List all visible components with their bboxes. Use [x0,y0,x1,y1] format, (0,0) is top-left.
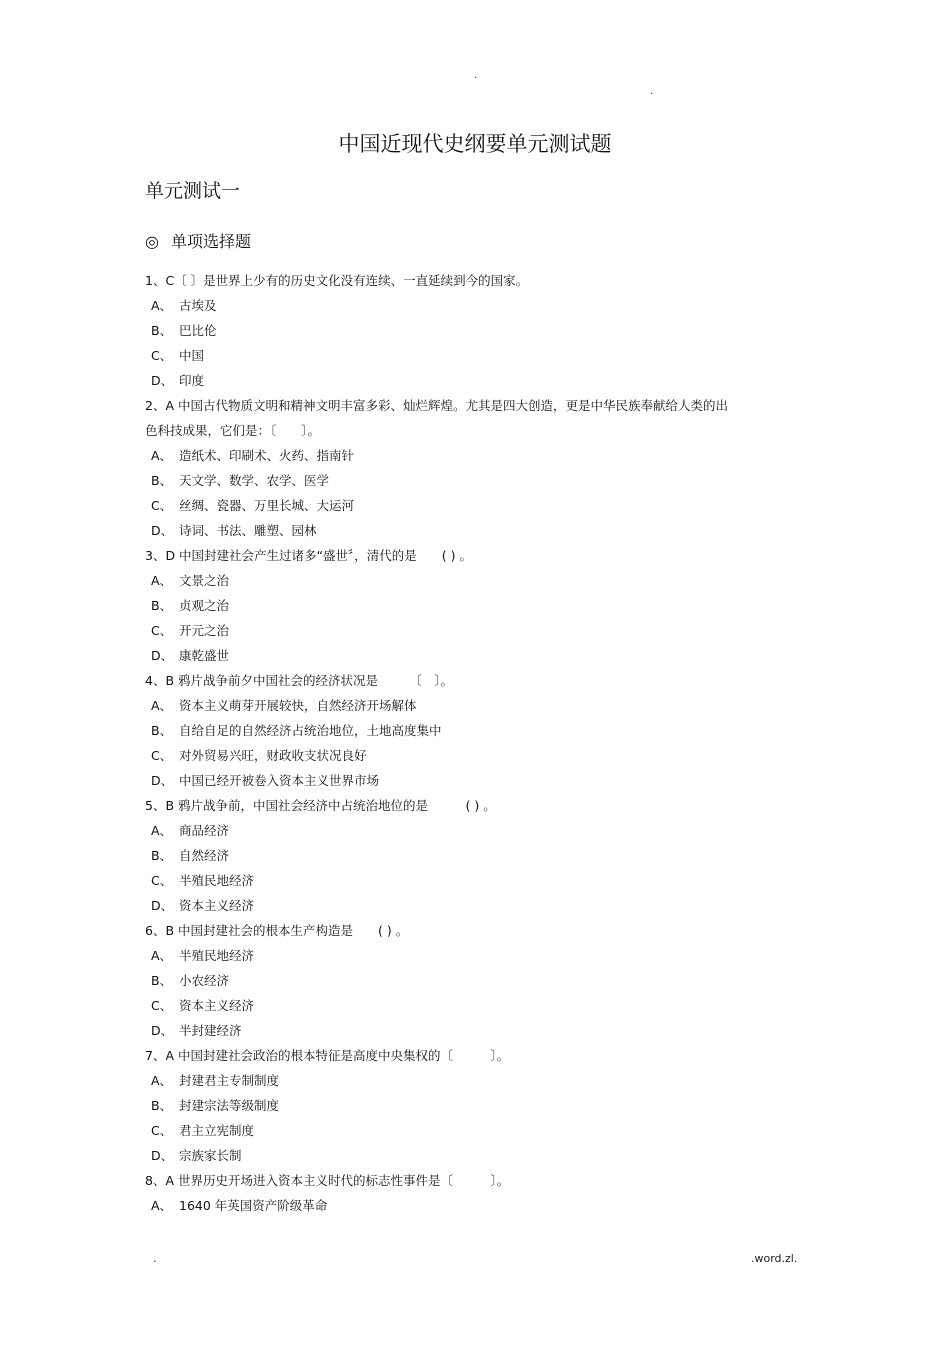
option-item [145,843,805,868]
option-item [145,1193,805,1218]
option-text: 半殖民地经济 [179,873,255,888]
option-text: 古埃及 [179,298,217,313]
option-letter: B、 [151,848,173,863]
option-letter: C、 [151,748,173,763]
option-text: 自然经济 [179,848,230,863]
option-text: 文景之治 [179,573,230,588]
option-letter: C、 [151,873,173,888]
question-6: 6、B 中国封建社会的根本生产构造是 ( ) 。 [145,923,409,938]
option-text: 资本主义经济 [179,998,255,1013]
option-letter: D、 [151,373,174,388]
footer-left: . [153,1252,157,1265]
option-item [145,1093,805,1118]
option-text: 商品经济 [179,823,230,838]
option-text: 1640 年英国资产阶级革命 [179,1198,328,1213]
option-item [145,768,805,793]
footer-right: .word.zl. [751,1252,798,1265]
option-letter: B、 [151,1098,173,1113]
option-item [145,618,805,643]
option-text: 开元之治 [179,623,230,638]
option-text: 巴比伦 [179,323,217,338]
option-text: 中国已经开被卷入资本主义世界市场 [179,773,380,788]
section-heading [145,229,251,252]
option-item [145,993,805,1018]
option-letter: D、 [151,523,174,538]
option-item [145,343,805,368]
option-text: 天文学、数学、农学、医学 [179,473,330,488]
option-letter: A、 [151,448,173,463]
option-item [145,743,805,768]
option-text: 印度 [179,373,205,388]
option-text: 贞观之治 [179,598,230,613]
option-letter: D、 [151,648,174,663]
option-text: 小农经济 [179,973,230,988]
option-item [145,368,805,393]
question-list [145,268,805,1218]
question-7: 7、A 中国封建社会政治的根本特征是高度中央集权的〔 〕。 [145,1048,510,1063]
unit-title: 单元测试一 [145,180,241,202]
option-text: 封建君主专制制度 [179,1073,280,1088]
option-letter: A、 [151,1073,173,1088]
option-letter: C、 [151,1123,173,1138]
option-text: 半封建经济 [179,1023,242,1038]
option-item [145,293,805,318]
option-text: 自给自足的自然经济占统治地位，土地高度集中 [179,723,442,738]
option-item [145,968,805,993]
option-letter: B、 [151,973,173,988]
header-dot-right: . [650,86,654,97]
option-item [145,868,805,893]
option-item [145,568,805,593]
option-item [145,643,805,668]
option-item [145,718,805,743]
option-text: 诗词、书法、雕塑、园林 [179,523,317,538]
option-item [145,693,805,718]
option-item [145,1018,805,1043]
option-text: 半殖民地经济 [179,948,255,963]
option-letter: D、 [151,1148,174,1163]
question-4: 4、B 鸦片战争前夕中国社会的经济状况是 〔 〕。 [145,673,454,688]
section-bullet-icon: ◎ [145,232,159,251]
option-item [145,1143,805,1168]
option-text: 封建宗法等级制度 [179,1098,280,1113]
option-letter: B、 [151,598,173,613]
question-5: 5、B 鸦片战争前，中国社会经济中占统治地位的是 ( ) 。 [145,798,496,813]
option-text: 丝绸、瓷器、万里长城、大运河 [179,498,355,513]
option-letter: C、 [151,998,173,1013]
option-text: 康乾盛世 [179,648,230,663]
option-item [145,943,805,968]
option-letter: A、 [151,823,173,838]
option-item [145,893,805,918]
option-text: 对外贸易兴旺，财政收支状况良好 [179,748,367,763]
option-letter: D、 [151,773,174,788]
option-text: 中国 [179,348,205,363]
option-item [145,318,805,343]
option-text: 资本主义萌芽开展较快，自然经济开场解体 [179,698,417,713]
option-letter: A、 [151,298,173,313]
question-1: 1、C〔 〕是世界上少有的历史文化没有连续、一直延续到今的国家。 [145,273,529,288]
option-letter: A、 [151,948,173,963]
option-text: 资本主义经济 [179,898,255,913]
question-8: 8、A 世界历史开场进入资本主义时代的标志性事件是〔 〕。 [145,1173,510,1188]
option-letter: C、 [151,498,173,513]
section-label: 单项选择题 [170,232,251,251]
option-letter: D、 [151,898,174,913]
option-item [145,468,805,493]
option-letter: D、 [151,1023,174,1038]
question-3: 3、D 中国封建社会产生过诸多“盛世〞，清代的是 ( ) 。 [145,548,472,563]
question-2: 2、A 中国古代物质文明和精神文明丰富多彩、灿烂辉煌。尤其是四大创造，更是中华民族奉献给人类的出 [145,398,728,413]
option-item [145,1118,805,1143]
option-letter: B、 [151,473,173,488]
option-letter: B、 [151,723,173,738]
option-item [145,593,805,618]
option-letter: A、 [151,1198,173,1213]
option-letter: A、 [151,573,173,588]
option-item [145,493,805,518]
option-letter: C、 [151,623,173,638]
option-text: 宗族家长制 [179,1148,242,1163]
option-item [145,443,805,468]
option-letter: B、 [151,323,173,338]
option-item [145,818,805,843]
option-letter: A、 [151,698,173,713]
option-item [145,1068,805,1093]
header-dot-left: . [474,70,478,81]
option-text: 造纸术、印刷术、火药、指南针 [179,448,355,463]
page-title: 中国近现代史纲要单元测试题 [338,132,612,156]
option-item [145,518,805,543]
option-letter: C、 [151,348,173,363]
question-2-continuation: 色科技成果，它们是：〔 〕。 [145,423,321,438]
option-text: 君主立宪制度 [179,1123,255,1138]
